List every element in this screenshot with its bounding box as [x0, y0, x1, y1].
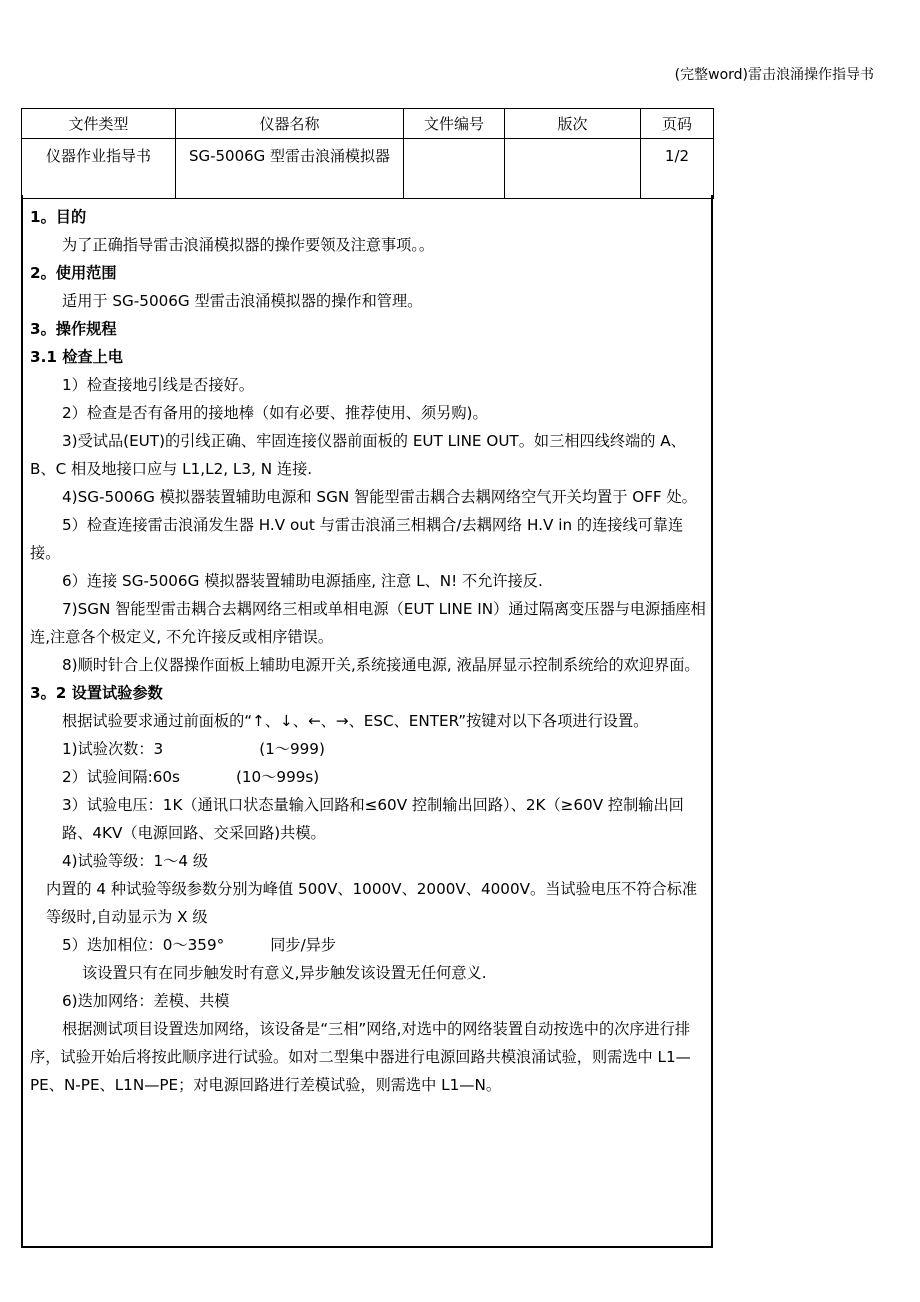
param-test-count-label: 1)试验次数：3 [62, 740, 164, 758]
cell-version [505, 139, 641, 199]
param-test-interval-range: (10～999s) [235, 768, 320, 786]
section-text-scope: 适用于 SG-5006G 型雷击浪涌模拟器的操作和管理。 [62, 292, 423, 310]
subsection-title-power-check: 3.1 检查上电 [30, 348, 123, 366]
list-item: 8)顺时针合上仪器操作面板上辅助电源开关,系统接通电源, 液晶屏显示控制系统给的欢迎界面。 [62, 656, 700, 674]
list-item: 3)受试品(EUT)的引线正确、牢固连接仪器前面板的 EUT LINE OUT。如三相四线终端的 A、B、C 相及地接口应与 L1,L2, L3, N 连接. [30, 432, 686, 478]
document-info-table [21, 108, 714, 199]
cell-instrument-name: SG-5006G 型雷击浪涌模拟器 [176, 139, 404, 199]
list-item: 7)SGN 智能型雷击耦合去耦网络三相或单相电源（EUT LINE IN）通过隔离变压器与电源插座相连,注意各个极定义, 不允许接反或相序错误。 [30, 600, 706, 646]
param-phase-label: 5）迭加相位：0～359° [62, 936, 225, 954]
list-item: 4)SG-5006G 模拟器装置辅助电源和 SGN 智能型雷击耦合去耦网络空气开关均置于 OFF 处。 [62, 488, 697, 506]
param-test-interval-label: 2）试验间隔:60s [62, 768, 180, 786]
param-test-level: 4)试验等级：1～4 级 [62, 852, 209, 870]
cell-doc-number [404, 139, 505, 199]
header-page: 页码 [641, 109, 714, 139]
table-header-row [22, 109, 714, 139]
param-phase-mode: 同步/异步 [270, 936, 337, 954]
header-doc-number: 文件编号 [404, 109, 505, 139]
list-item: 6）连接 SG-5006G 模拟器装置辅助电源插座, 注意 L、N! 不允许接反. [62, 572, 543, 590]
subsection-title-test-params: 3。2 设置试验参数 [30, 684, 163, 702]
param-test-count-range: (1～999) [259, 740, 325, 758]
params-intro: 根据试验要求通过前面板的“↑、↓、←、→、ESC、ENTER”按键对以下各项进行设置。 [62, 712, 649, 730]
cell-page: 1/2 [641, 139, 714, 199]
list-item: 2）检查是否有备用的接地棒（如有必要、推荐使用、须另购)。 [62, 404, 488, 422]
param-test-voltage: 3）试验电压：1K（通讯口状态量输入回路和≤60V 控制输出回路）、2K（≥60V 控制输出回路、4KV（电源回路、交采回路)共模。 [62, 796, 684, 842]
param-phase [30, 931, 706, 959]
param-test-count [30, 735, 706, 763]
page-header: (完整word)雷击浪涌操作指导书 [674, 67, 874, 83]
header-doc-type: 文件类型 [22, 109, 176, 139]
section-text-purpose: 为了正确指导雷击浪涌模拟器的操作要领及注意事项。。 [62, 236, 435, 254]
section-title-procedure: 3。操作规程 [30, 320, 117, 338]
list-item: 5）检查连接雷击浪涌发生器 H.V out 与雷击浪涌三相耦合/去耦网络 H.V in 的连接线可靠连接。 [30, 516, 684, 562]
param-network: 6)迭加网络：差模、共模 [62, 992, 230, 1010]
table-row [22, 139, 714, 199]
param-test-level-note: 内置的 4 种试验等级参数分别为峰值 500V、1000V、2000V、4000V。当试验电压不符合标准等级时,自动显示为 X 级 [46, 880, 698, 926]
document-body [30, 203, 706, 1099]
param-network-note: 根据测试项目设置迭加网络，该设备是“三相”网络,对选中的网络装置自动按选中的次序进行排序，试验开始后将按此顺序进行试验。如对二型集中器进行电源回路共模浪涌试验，则需选中 L1—PE、N-PE、L1N—PE；对电源回路进行差模试验，则需选中 L1—N。 [30, 1020, 691, 1094]
list-item: 1）检查接地引线是否接好。 [62, 376, 254, 394]
section-title-purpose: 1。目的 [30, 208, 87, 226]
param-test-interval [30, 763, 706, 791]
header-instrument-name: 仪器名称 [176, 109, 404, 139]
section-title-scope: 2。使用范围 [30, 264, 117, 282]
param-phase-note: 该设置只有在同步触发时有意义,异步触发该设置无任何意义. [82, 964, 487, 982]
header-version: 版次 [505, 109, 641, 139]
cell-doc-type: 仪器作业指导书 [22, 139, 176, 199]
